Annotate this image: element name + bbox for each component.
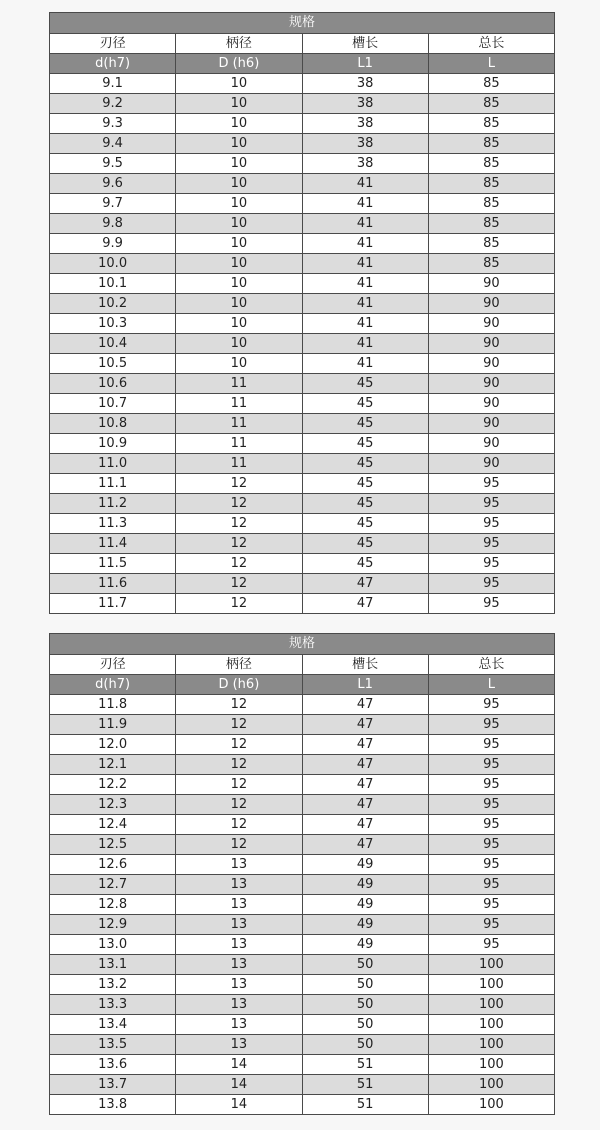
table-cell: 45 — [302, 374, 428, 394]
table-row — [50, 1055, 555, 1075]
table-cell: 10 — [176, 114, 302, 134]
table-cell: 9.7 — [50, 194, 176, 214]
table-cell: 95 — [428, 835, 554, 855]
table-cell: 9.1 — [50, 74, 176, 94]
table-cell: 85 — [428, 194, 554, 214]
table-row — [50, 154, 555, 174]
table-cell: 10.2 — [50, 294, 176, 314]
table-cell: 90 — [428, 434, 554, 454]
table-row — [50, 1035, 555, 1055]
table-cell: 45 — [302, 494, 428, 514]
column-code: D (h6) — [176, 675, 302, 695]
table-cell: 10.0 — [50, 254, 176, 274]
table-cell: 49 — [302, 875, 428, 895]
table-cell: 85 — [428, 254, 554, 274]
table-cell: 100 — [428, 995, 554, 1015]
table-cell: 38 — [302, 134, 428, 154]
table-cell: 12 — [176, 775, 302, 795]
table-row — [50, 1015, 555, 1035]
table-cell: 45 — [302, 474, 428, 494]
table-title-row — [50, 13, 555, 34]
column-code: L — [428, 54, 554, 74]
table-cell: 47 — [302, 695, 428, 715]
table-cell: 13 — [176, 915, 302, 935]
table-cell: 12 — [176, 494, 302, 514]
header-row — [50, 34, 555, 54]
table-cell: 95 — [428, 514, 554, 534]
table-cell: 90 — [428, 334, 554, 354]
table-cell: 13.7 — [50, 1075, 176, 1095]
column-code: d(h7) — [50, 54, 176, 74]
table-row — [50, 895, 555, 915]
table-cell: 95 — [428, 534, 554, 554]
table-cell: 10.7 — [50, 394, 176, 414]
table-row — [50, 234, 555, 254]
table-cell: 14 — [176, 1075, 302, 1095]
table-cell: 10 — [176, 174, 302, 194]
table-row — [50, 815, 555, 835]
table-cell: 9.4 — [50, 134, 176, 154]
table-cell: 13 — [176, 955, 302, 975]
table-cell: 9.2 — [50, 94, 176, 114]
table-cell: 95 — [428, 875, 554, 895]
table-row — [50, 975, 555, 995]
table-cell: 10.6 — [50, 374, 176, 394]
table-cell: 38 — [302, 94, 428, 114]
table-cell: 14 — [176, 1095, 302, 1115]
table-cell: 12.9 — [50, 915, 176, 935]
table-cell: 10 — [176, 134, 302, 154]
table-cell: 51 — [302, 1075, 428, 1095]
table-row — [50, 454, 555, 474]
table-cell: 12.2 — [50, 775, 176, 795]
table-cell: 10 — [176, 194, 302, 214]
table-cell: 11 — [176, 374, 302, 394]
table-row — [50, 294, 555, 314]
table-row — [50, 194, 555, 214]
table-cell: 41 — [302, 314, 428, 334]
table-cell: 9.9 — [50, 234, 176, 254]
table-cell: 100 — [428, 1095, 554, 1115]
spec-table — [49, 633, 555, 1115]
table-row — [50, 574, 555, 594]
table-cell: 51 — [302, 1055, 428, 1075]
code-row — [50, 675, 555, 695]
table-cell: 12 — [176, 514, 302, 534]
table-row — [50, 695, 555, 715]
table-row — [50, 274, 555, 294]
table-cell: 10 — [176, 254, 302, 274]
table-cell: 13 — [176, 1015, 302, 1035]
table-cell: 85 — [428, 94, 554, 114]
table-cell: 85 — [428, 74, 554, 94]
table-cell: 85 — [428, 134, 554, 154]
table-cell: 9.8 — [50, 214, 176, 234]
table-cell: 95 — [428, 935, 554, 955]
table-cell: 11.9 — [50, 715, 176, 735]
table-row — [50, 935, 555, 955]
table-cell: 12 — [176, 835, 302, 855]
table-cell: 9.5 — [50, 154, 176, 174]
table-cell: 10 — [176, 274, 302, 294]
table-cell: 47 — [302, 775, 428, 795]
table-cell: 47 — [302, 815, 428, 835]
table-cell: 90 — [428, 414, 554, 434]
column-header: 槽长 — [302, 34, 428, 54]
table-row — [50, 494, 555, 514]
table-cell: 51 — [302, 1095, 428, 1115]
table-cell: 11.2 — [50, 494, 176, 514]
table-cell: 50 — [302, 1015, 428, 1035]
table-cell: 11 — [176, 394, 302, 414]
table-cell: 47 — [302, 755, 428, 775]
table-row — [50, 214, 555, 234]
table-cell: 11.7 — [50, 594, 176, 614]
table-cell: 95 — [428, 775, 554, 795]
table-cell: 47 — [302, 735, 428, 755]
table-cell: 100 — [428, 1035, 554, 1055]
table-cell: 10.9 — [50, 434, 176, 454]
table-cell: 47 — [302, 594, 428, 614]
column-code: L1 — [302, 54, 428, 74]
table-row — [50, 755, 555, 775]
table-cell: 13.3 — [50, 995, 176, 1015]
column-header: 刃径 — [50, 34, 176, 54]
table-row — [50, 334, 555, 354]
table-cell: 49 — [302, 935, 428, 955]
table-cell: 95 — [428, 755, 554, 775]
table-cell: 49 — [302, 855, 428, 875]
table-cell: 41 — [302, 294, 428, 314]
table-cell: 10 — [176, 74, 302, 94]
table-cell: 95 — [428, 695, 554, 715]
table-cell: 12 — [176, 795, 302, 815]
table-cell: 12 — [176, 574, 302, 594]
table-cell: 11.6 — [50, 574, 176, 594]
table-cell: 13.6 — [50, 1055, 176, 1075]
table-cell: 41 — [302, 234, 428, 254]
table-cell: 50 — [302, 955, 428, 975]
table-cell: 45 — [302, 534, 428, 554]
table-cell: 13.8 — [50, 1095, 176, 1115]
table-row — [50, 1075, 555, 1095]
table-row — [50, 795, 555, 815]
table-cell: 45 — [302, 514, 428, 534]
table-row — [50, 875, 555, 895]
table-cell: 95 — [428, 735, 554, 755]
table-cell: 49 — [302, 915, 428, 935]
table-cell: 38 — [302, 74, 428, 94]
table-cell: 41 — [302, 254, 428, 274]
table-cell: 45 — [302, 414, 428, 434]
table-cell: 11 — [176, 414, 302, 434]
table-cell: 13 — [176, 875, 302, 895]
table-row — [50, 354, 555, 374]
table-cell: 12 — [176, 534, 302, 554]
table-cell: 12 — [176, 594, 302, 614]
table-cell: 95 — [428, 474, 554, 494]
table-row — [50, 775, 555, 795]
table-cell: 90 — [428, 394, 554, 414]
column-header: 柄径 — [176, 34, 302, 54]
table-row — [50, 394, 555, 414]
table-cell: 12 — [176, 554, 302, 574]
column-code: L — [428, 675, 554, 695]
table-cell: 90 — [428, 274, 554, 294]
table-row — [50, 514, 555, 534]
table-cell: 85 — [428, 154, 554, 174]
table-cell: 100 — [428, 1075, 554, 1095]
table-cell: 10.1 — [50, 274, 176, 294]
table-cell: 13 — [176, 975, 302, 995]
table-cell: 12.7 — [50, 875, 176, 895]
table-cell: 90 — [428, 374, 554, 394]
table-cell: 13 — [176, 895, 302, 915]
table-cell: 13 — [176, 995, 302, 1015]
table-cell: 13.1 — [50, 955, 176, 975]
code-row — [50, 54, 555, 74]
table-cell: 95 — [428, 895, 554, 915]
table-cell: 10.8 — [50, 414, 176, 434]
table-row — [50, 835, 555, 855]
column-code: D (h6) — [176, 54, 302, 74]
table-row — [50, 554, 555, 574]
table-cell: 13.4 — [50, 1015, 176, 1035]
table-cell: 85 — [428, 174, 554, 194]
table-cell: 41 — [302, 274, 428, 294]
table-row — [50, 254, 555, 274]
table-cell: 41 — [302, 354, 428, 374]
table-row — [50, 915, 555, 935]
table-cell: 45 — [302, 394, 428, 414]
table-cell: 95 — [428, 815, 554, 835]
table-cell: 10.3 — [50, 314, 176, 334]
table-row — [50, 314, 555, 334]
column-header: 柄径 — [176, 655, 302, 675]
table-cell: 90 — [428, 454, 554, 474]
table-cell: 95 — [428, 494, 554, 514]
table-cell: 12.6 — [50, 855, 176, 875]
column-header: 槽长 — [302, 655, 428, 675]
table-row — [50, 414, 555, 434]
table-row — [50, 1095, 555, 1115]
table-cell: 100 — [428, 955, 554, 975]
table-cell: 85 — [428, 234, 554, 254]
table-title: 规格 — [50, 13, 555, 34]
table-cell: 12.3 — [50, 795, 176, 815]
table-cell: 47 — [302, 795, 428, 815]
table-row — [50, 855, 555, 875]
table-cell: 49 — [302, 895, 428, 915]
table-cell: 12 — [176, 474, 302, 494]
table-cell: 47 — [302, 835, 428, 855]
table-cell: 95 — [428, 574, 554, 594]
table-cell: 95 — [428, 915, 554, 935]
table-row — [50, 434, 555, 454]
table-cell: 12.4 — [50, 815, 176, 835]
table-row — [50, 955, 555, 975]
table-cell: 12.8 — [50, 895, 176, 915]
column-header: 总长 — [428, 655, 554, 675]
table-cell: 45 — [302, 454, 428, 474]
table-cell: 95 — [428, 855, 554, 875]
table-cell: 10 — [176, 334, 302, 354]
table-cell: 12 — [176, 735, 302, 755]
spec-table — [49, 12, 555, 614]
table-cell: 100 — [428, 975, 554, 995]
table-cell: 9.3 — [50, 114, 176, 134]
column-header: 总长 — [428, 34, 554, 54]
table-cell: 100 — [428, 1015, 554, 1035]
table-cell: 95 — [428, 554, 554, 574]
table-cell: 12.5 — [50, 835, 176, 855]
table-cell: 50 — [302, 1035, 428, 1055]
table-cell: 11.4 — [50, 534, 176, 554]
table-cell: 11 — [176, 454, 302, 474]
table-cell: 12 — [176, 815, 302, 835]
table-cell: 47 — [302, 574, 428, 594]
table-cell: 10.4 — [50, 334, 176, 354]
table-row — [50, 534, 555, 554]
table-title: 规格 — [50, 634, 555, 655]
table-cell: 11 — [176, 434, 302, 454]
table-cell: 13 — [176, 935, 302, 955]
table-cell: 12 — [176, 715, 302, 735]
table-cell: 95 — [428, 715, 554, 735]
table-cell: 90 — [428, 354, 554, 374]
table-cell: 13 — [176, 1035, 302, 1055]
table-cell: 38 — [302, 114, 428, 134]
table-row — [50, 134, 555, 154]
table-cell: 11.8 — [50, 695, 176, 715]
header-row — [50, 655, 555, 675]
table-row — [50, 374, 555, 394]
table-row — [50, 474, 555, 494]
table-cell: 12 — [176, 755, 302, 775]
column-code: L1 — [302, 675, 428, 695]
table-cell: 100 — [428, 1055, 554, 1075]
table-cell: 95 — [428, 795, 554, 815]
table-row — [50, 174, 555, 194]
table-cell: 10 — [176, 354, 302, 374]
table-cell: 12 — [176, 695, 302, 715]
table-title-row — [50, 634, 555, 655]
table-cell: 13 — [176, 855, 302, 875]
table-cell: 9.6 — [50, 174, 176, 194]
table-cell: 11.0 — [50, 454, 176, 474]
table-cell: 45 — [302, 554, 428, 574]
table-cell: 50 — [302, 975, 428, 995]
table-cell: 41 — [302, 174, 428, 194]
column-code: d(h7) — [50, 675, 176, 695]
table-cell: 10 — [176, 214, 302, 234]
table-row — [50, 735, 555, 755]
table-cell: 90 — [428, 314, 554, 334]
table-cell: 90 — [428, 294, 554, 314]
table-row — [50, 715, 555, 735]
table-row — [50, 94, 555, 114]
table-cell: 12.0 — [50, 735, 176, 755]
table-cell: 38 — [302, 154, 428, 174]
table-cell: 13.5 — [50, 1035, 176, 1055]
table-cell: 10 — [176, 94, 302, 114]
table-row — [50, 74, 555, 94]
table-row — [50, 114, 555, 134]
table-cell: 11.5 — [50, 554, 176, 574]
table-cell: 11.1 — [50, 474, 176, 494]
table-cell: 41 — [302, 214, 428, 234]
table-cell: 85 — [428, 114, 554, 134]
table-cell: 50 — [302, 995, 428, 1015]
table-row — [50, 594, 555, 614]
table-cell: 85 — [428, 214, 554, 234]
table-cell: 10.5 — [50, 354, 176, 374]
table-cell: 12.1 — [50, 755, 176, 775]
table-cell: 10 — [176, 154, 302, 174]
table-cell: 47 — [302, 715, 428, 735]
table-cell: 95 — [428, 594, 554, 614]
table-cell: 41 — [302, 334, 428, 354]
table-cell: 14 — [176, 1055, 302, 1075]
table-cell: 10 — [176, 294, 302, 314]
table-cell: 13.2 — [50, 975, 176, 995]
table-cell: 11.3 — [50, 514, 176, 534]
table-cell: 13.0 — [50, 935, 176, 955]
table-cell: 10 — [176, 314, 302, 334]
table-row — [50, 995, 555, 1015]
table-cell: 41 — [302, 194, 428, 214]
table-cell: 10 — [176, 234, 302, 254]
table-cell: 45 — [302, 434, 428, 454]
column-header: 刃径 — [50, 655, 176, 675]
